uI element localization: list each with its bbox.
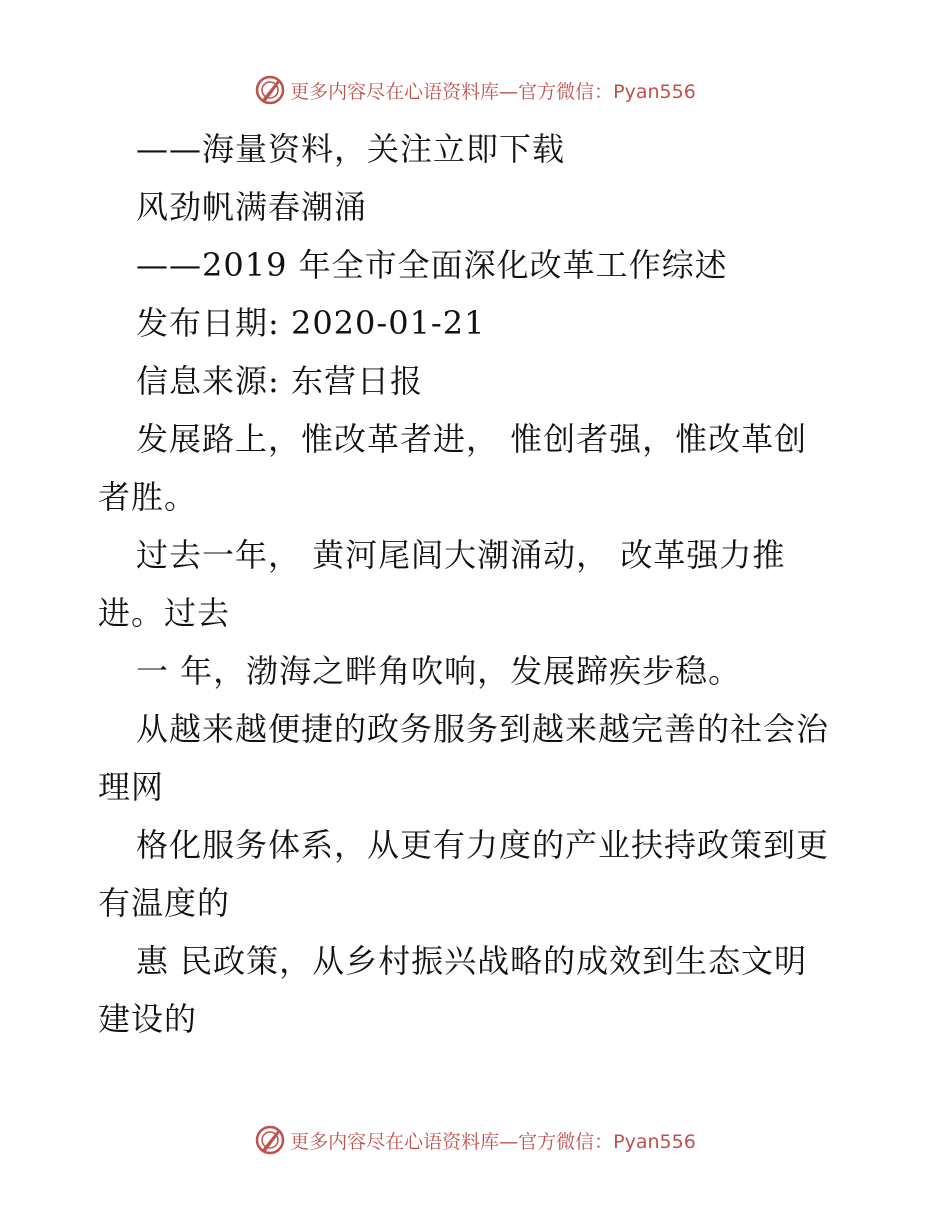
paragraph-line: 一 年，渤海之畔角吹响，发展蹄疾步稳。 bbox=[136, 652, 742, 690]
paragraph-line: 进。过去 bbox=[98, 594, 231, 632]
paragraph-line: 建设的 bbox=[98, 1000, 198, 1038]
info-source: 信息来源: 东营日报 bbox=[136, 362, 423, 400]
paragraph-line: 者胜。 bbox=[98, 478, 198, 516]
header-watermark bbox=[0, 70, 950, 110]
publish-date: 发布日期: 2020-01-21 bbox=[136, 304, 486, 342]
paragraph-line: 格化服务体系，从更有力度的产业扶持政策到更 bbox=[136, 826, 830, 864]
footer-watermark bbox=[0, 1120, 950, 1160]
quill-logo-icon bbox=[254, 1124, 286, 1156]
paragraph-line: 过去一年， 黄河尾闾大潮涌动， 改革强力推 bbox=[136, 536, 786, 574]
paragraph-line: 有温度的 bbox=[98, 884, 231, 922]
article-subtitle: ——2019 年全市全面深化改革工作综述 bbox=[136, 246, 728, 284]
watermark-text: 更多内容尽在心语资料库—官方微信：Pyan556 bbox=[290, 80, 696, 103]
article-title: 风劲帆满春潮涌 bbox=[136, 188, 368, 226]
document-body bbox=[98, 120, 868, 1048]
paragraph-line: 惠 民政策，从乡村振兴战略的成效到生态文明 bbox=[136, 942, 808, 980]
paragraph-line: 理网 bbox=[98, 768, 165, 806]
quill-logo-icon bbox=[254, 74, 286, 106]
paragraph-line: ——海量资料，关注立即下载 bbox=[136, 130, 566, 168]
paragraph-line: 从越来越便捷的政务服务到越来越完善的社会治 bbox=[136, 710, 830, 748]
paragraph-line: 发展路上，惟改革者进， 惟创者强，惟改革创 bbox=[136, 420, 808, 458]
watermark-text: 更多内容尽在心语资料库—官方微信：Pyan556 bbox=[290, 1130, 696, 1153]
